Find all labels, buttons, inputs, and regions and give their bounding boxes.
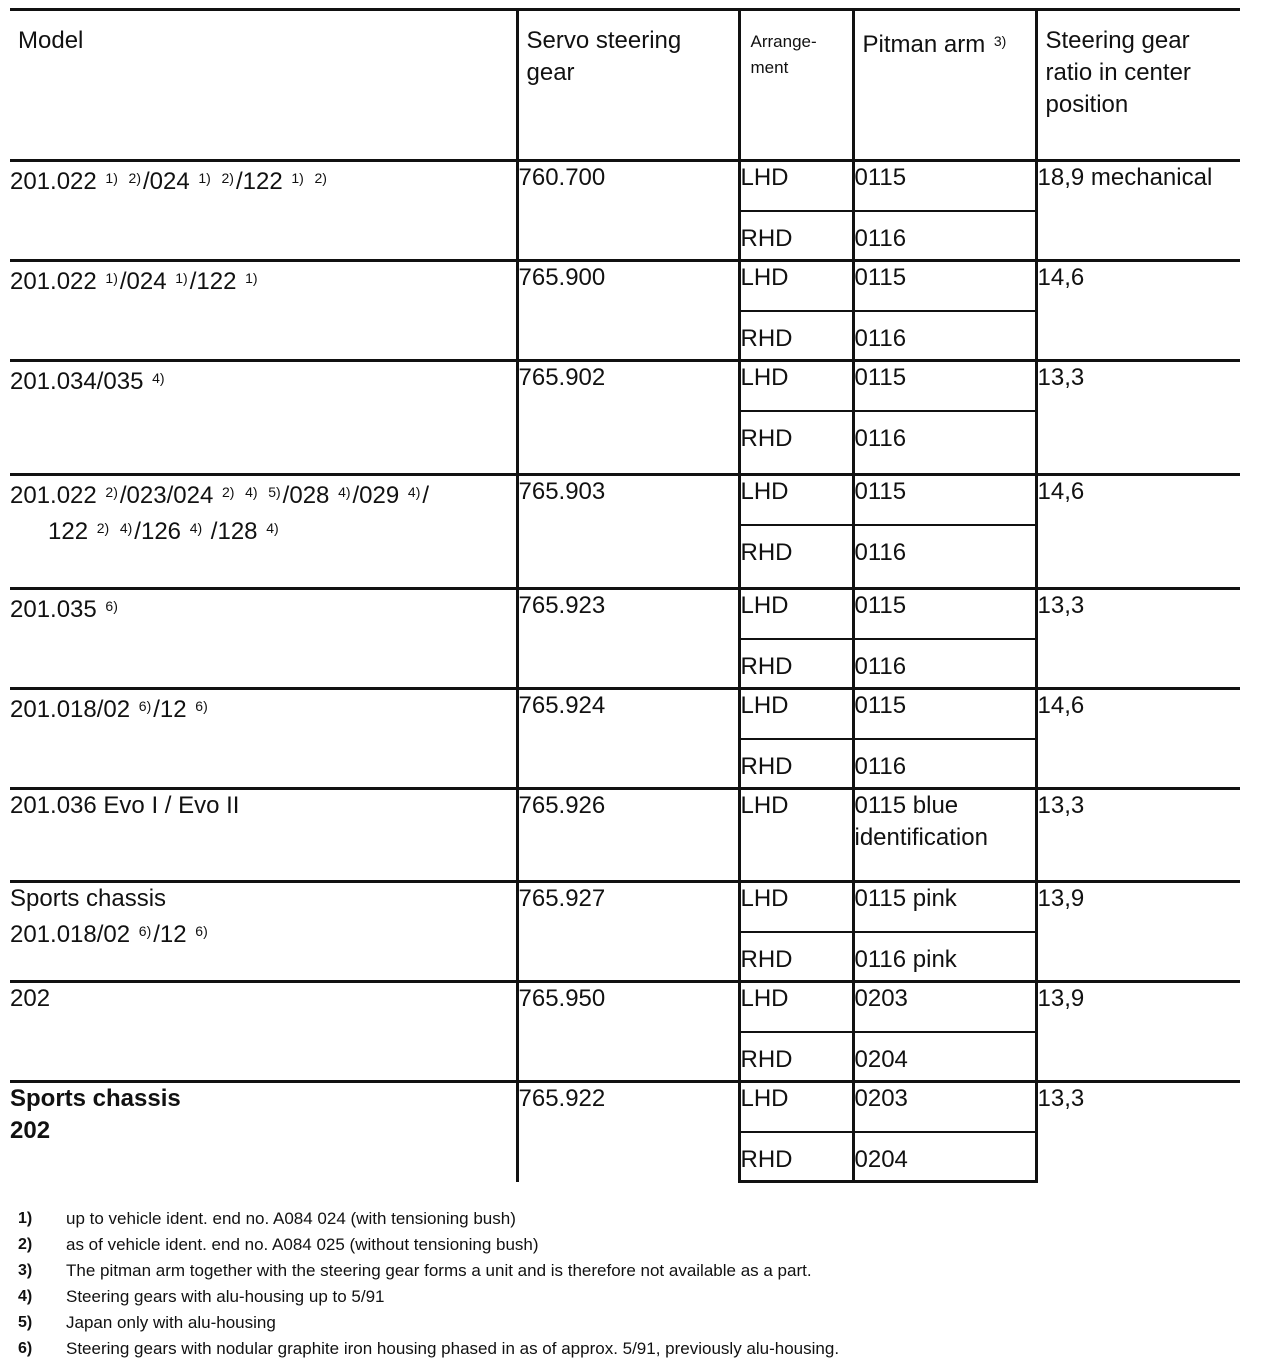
footnote: [18, 1206, 1238, 1232]
arrangement-cell: LHD: [739, 261, 853, 311]
footnote-number: 5): [18, 1314, 33, 1331]
ratio-cell: 13,3: [1036, 361, 1240, 475]
arrangement-cell: RHD: [739, 932, 853, 982]
header-model: Model: [10, 10, 517, 161]
pitman-arm-cell: 0116: [853, 739, 1036, 789]
pitman-arm-cell: 0203: [853, 982, 1036, 1032]
footnote: [18, 1232, 1238, 1258]
ratio-cell: 14,6: [1036, 689, 1240, 789]
arrangement-cell: RHD: [739, 211, 853, 261]
footnote-text: Japan only with alu-housing: [66, 1313, 276, 1332]
ratio-cell: 13,9: [1036, 982, 1240, 1082]
table-row: [10, 789, 1240, 882]
header-servo-steering-gear: Servo steering gear: [517, 10, 739, 161]
model-cell: 201.022 $^{1)}$ $^{2)}$/024 $^{1)}$ $^{2)}$/122 $^{1)}$ $^{2)}$: [10, 161, 517, 261]
table-row: [10, 161, 1240, 211]
footnote-text: up to vehicle ident. end no. A084 024 (with tensioning bush): [66, 1209, 516, 1228]
footnote-text: The pitman arm together with the steering gear forms a unit and is therefore not available as a part.: [66, 1261, 812, 1280]
pitman-arm-cell: 0115: [853, 589, 1036, 639]
pitman-arm-cell: 0116: [853, 311, 1036, 361]
arrangement-cell: LHD: [739, 982, 853, 1032]
model-cell: 201.034/035 $^{4)}$: [10, 361, 517, 475]
arrangement-cell: LHD: [739, 882, 853, 932]
table-row: [10, 689, 1240, 739]
arrangement-cell: LHD: [739, 161, 853, 211]
pitman-arm-cell: 0115: [853, 689, 1036, 739]
gear-cell: 765.924: [517, 689, 739, 789]
model-cell: 201.036 Evo I / Evo II: [10, 789, 517, 882]
footnote: [18, 1258, 1238, 1284]
header-arrangement: Arrange-ment: [739, 10, 853, 161]
pitman-arm-cell: 0116: [853, 639, 1036, 689]
table-row: [10, 882, 1240, 932]
pitman-arm-cell: 0204: [853, 1132, 1036, 1182]
gear-cell: 765.902: [517, 361, 739, 475]
pitman-arm-cell: 0204: [853, 1032, 1036, 1082]
gear-cell: 765.923: [517, 589, 739, 689]
arrangement-cell: RHD: [739, 525, 853, 589]
header-pitman-arm: [853, 10, 1036, 161]
arrangement-cell: RHD: [739, 1132, 853, 1182]
pitman-arm-cell: 0116: [853, 211, 1036, 261]
ratio-cell: 13,3: [1036, 589, 1240, 689]
table-row: [10, 261, 1240, 311]
table-row: [10, 361, 1240, 411]
arrangement-cell: LHD: [739, 589, 853, 639]
footnote: [18, 1284, 1238, 1310]
arrangement-cell: LHD: [739, 1082, 853, 1132]
footnote-number: 1): [18, 1210, 33, 1227]
model-cell: Sports chassis 202: [10, 1082, 517, 1182]
model-cell: 201.018/02 $^{6)}$/12 $^{6)}$: [10, 689, 517, 789]
pitman-arm-cell: 0115: [853, 475, 1036, 525]
arrangement-cell: RHD: [739, 311, 853, 361]
pitman-arm-cell: 0116 pink: [853, 932, 1036, 982]
table-row: [10, 1082, 1240, 1132]
table-row: [10, 475, 1240, 525]
footnote-text: as of vehicle ident. end no. A084 025 (without tensioning bush): [66, 1235, 539, 1254]
arrangement-cell: RHD: [739, 411, 853, 475]
ratio-cell: 13,3: [1036, 1082, 1240, 1182]
arrangement-cell: LHD: [739, 361, 853, 411]
pitman-arm-cell: 0115 blue identification: [853, 789, 1036, 882]
footnote: [18, 1310, 1238, 1336]
ratio-cell: 13,9: [1036, 882, 1240, 982]
model-cell: 201.022 $^{2)}$/023/024 $^{2)}$ $^{4)}$ $^{5)}$/028 $^{4)}$/029 $^{4)}$/ 122 $^{2)}$ $^{4)}$/126 $^{4)}$ /128 $^{4)}$: [10, 475, 517, 589]
pitman-arm-cell: 0116: [853, 525, 1036, 589]
model-cell: 202: [10, 982, 517, 1082]
model-cell: 201.022 $^{1)}$/024 $^{1)}$/122 $^{1)}$: [10, 261, 517, 361]
gear-cell: 765.926: [517, 789, 739, 882]
ratio-cell: 18,9 mechanical: [1036, 161, 1240, 261]
arrangement-cell: RHD: [739, 639, 853, 689]
footnote: [18, 1336, 1238, 1362]
steering-gear-table: [10, 8, 1240, 1183]
ratio-cell: 13,3: [1036, 789, 1240, 882]
footnote-text: Steering gears with nodular graphite iron housing phased in as of approx. 5/91, previously alu-housing.: [66, 1339, 840, 1358]
footnotes: [18, 1206, 1238, 1362]
pitman-arm-cell: 0115: [853, 161, 1036, 211]
pitman-arm-cell: 0115 pink: [853, 882, 1036, 932]
header-pitman-label: Pitman arm: [862, 31, 986, 58]
header-ratio: Steering gear ratio in center position: [1036, 10, 1240, 161]
table-row: [10, 982, 1240, 1032]
pitman-arm-cell: 0115: [853, 361, 1036, 411]
gear-cell: 765.922: [517, 1082, 739, 1182]
model-cell: Sports chassis 201.018/02 $^{6)}$/12 $^{6)}$: [10, 882, 517, 982]
arrangement-cell: LHD: [739, 475, 853, 525]
gear-cell: 765.950: [517, 982, 739, 1082]
gear-cell: 765.900: [517, 261, 739, 361]
footnote-text: Steering gears with alu-housing up to 5/91: [66, 1287, 385, 1306]
ratio-cell: 14,6: [1036, 261, 1240, 361]
arrangement-cell: LHD: [739, 689, 853, 739]
gear-cell: 765.927: [517, 882, 739, 982]
gear-cell: 765.903: [517, 475, 739, 589]
footnote-number: 4): [18, 1288, 33, 1305]
table-row: [10, 589, 1240, 639]
footnote-number: 3): [18, 1262, 33, 1279]
footnote-number: 2): [18, 1236, 33, 1253]
pitman-arm-cell: 0203: [853, 1082, 1036, 1132]
gear-cell: 760.700: [517, 161, 739, 261]
arrangement-cell: RHD: [739, 739, 853, 789]
pitman-arm-cell: 0115: [853, 261, 1036, 311]
arrangement-cell: LHD: [739, 789, 853, 882]
table-header-row: [10, 10, 1240, 161]
arrangement-cell: RHD: [739, 1032, 853, 1082]
model-cell: 201.035 $^{6)}$: [10, 589, 517, 689]
header-pitman-note: 3): [993, 33, 1007, 49]
ratio-cell: 14,6: [1036, 475, 1240, 589]
pitman-arm-cell: 0116: [853, 411, 1036, 475]
footnote-number: 6): [18, 1340, 33, 1357]
